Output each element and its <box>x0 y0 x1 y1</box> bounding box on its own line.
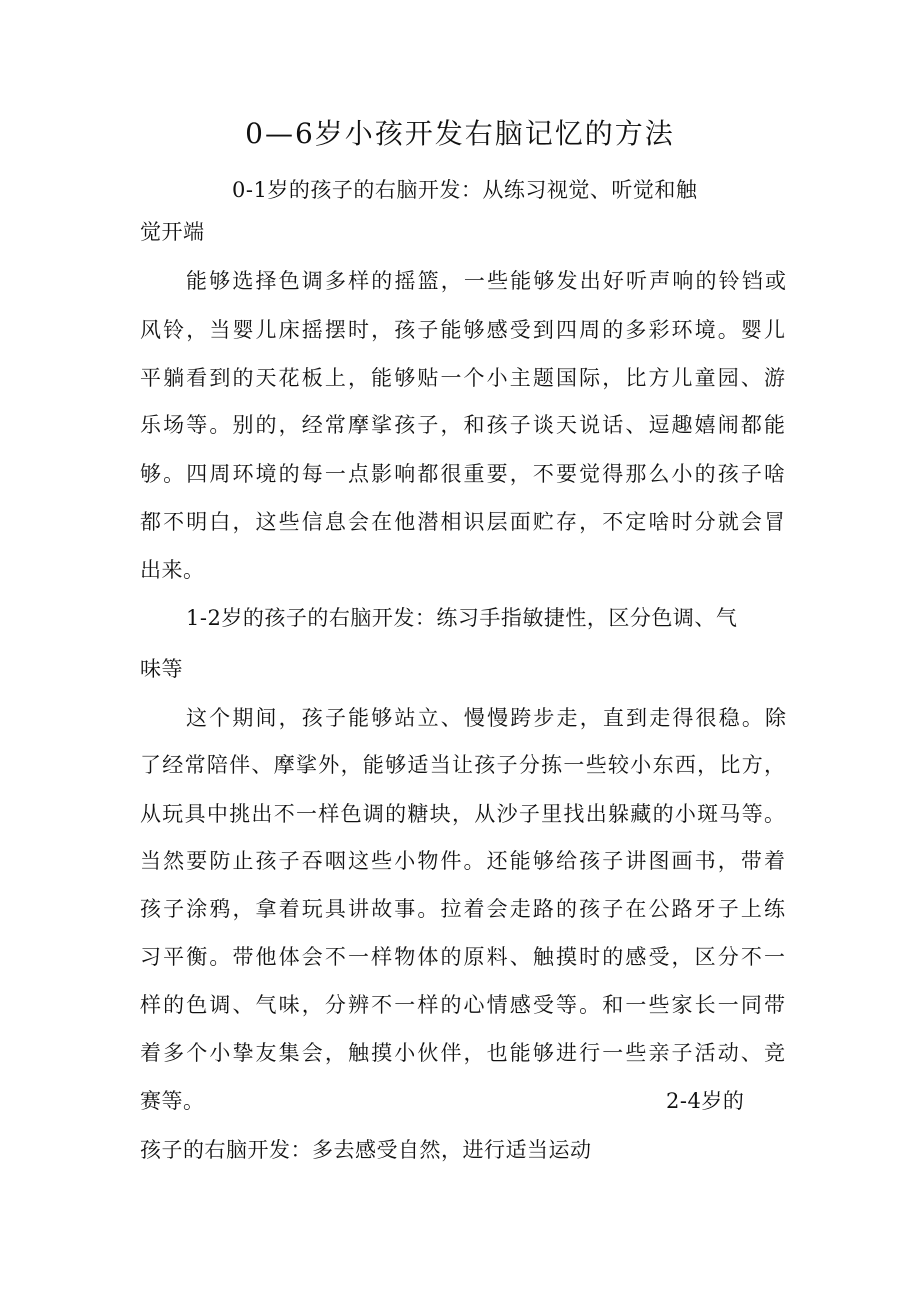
paragraph-line: 够。四周环境的每一点影响都很重要，不要觉得那么小的孩子啥 <box>140 462 785 486</box>
paragraph-line: 从玩具中挑出不一样色调的糖块，从沙子里找出躲藏的小斑马等。 <box>140 802 785 826</box>
section-heading-2-4-cont: 孩子的右脑开发：多去感受自然，进行适当运动 <box>140 1138 592 1162</box>
section-heading-1-2: 1-2岁的孩子的右脑开发：练习手指敏捷性，区分色调、气 <box>186 606 738 630</box>
paragraph-line: 都不明白，这些信息会在他潜相识层面贮存，不定啥时分就会冒 <box>140 510 785 534</box>
section-heading-0-1: 0-1岁的孩子的右脑开发：从练习视觉、听觉和触 <box>232 178 698 202</box>
document-title: 0—6岁小孩开发右脑记忆的方法 <box>245 117 675 150</box>
paragraph-line: 习平衡。带他体会不一样物体的原料、触摸时的感受，区分不一 <box>140 945 785 969</box>
section-heading-0-1-cont: 觉开端 <box>140 220 205 244</box>
section-heading-2-4: 2-4岁的 <box>666 1089 745 1113</box>
paragraph-line: 样的色调、气味，分辨不一样的心情感受等。和一些家长一同带 <box>140 993 785 1017</box>
paragraph-line: 能够选择色调多样的摇篮，一些能够发出好听声响的铃铛或 <box>186 269 786 293</box>
paragraph-line: 了经常陪伴、摩挲外，能够适当让孩子分拣一些较小东西，比方， <box>140 753 785 777</box>
paragraph-line: 风铃，当婴儿床摇摆时，孩子能够感受到四周的多彩环境。婴儿 <box>140 318 785 342</box>
paragraph-line: 这个期间，孩子能够站立、慢慢跨步走，直到走得很稳。除 <box>186 706 786 730</box>
paragraph-line: 平躺看到的天花板上，能够贴一个小主题国际，比方儿童园、游 <box>140 366 785 390</box>
paragraph-line: 孩子涂鸦，拿着玩具讲故事。拉着会走路的孩子在公路牙子上练 <box>140 897 785 921</box>
section-heading-1-2-cont: 味等 <box>140 657 183 681</box>
paragraph-line: 当然要防止孩子吞咽这些小物件。还能够给孩子讲图画书，带着 <box>140 849 785 873</box>
paragraph-line: 着多个小挚友集会，触摸小伙伴，也能够进行一些亲子活动、竞 <box>140 1041 785 1065</box>
paragraph-line: 出来。 <box>140 558 205 582</box>
paragraph-line: 乐场等。别的，经常摩挲孩子，和孩子谈天说话、逗趣嬉闹都能 <box>140 413 785 437</box>
paragraph-line: 赛等。 <box>140 1089 205 1113</box>
